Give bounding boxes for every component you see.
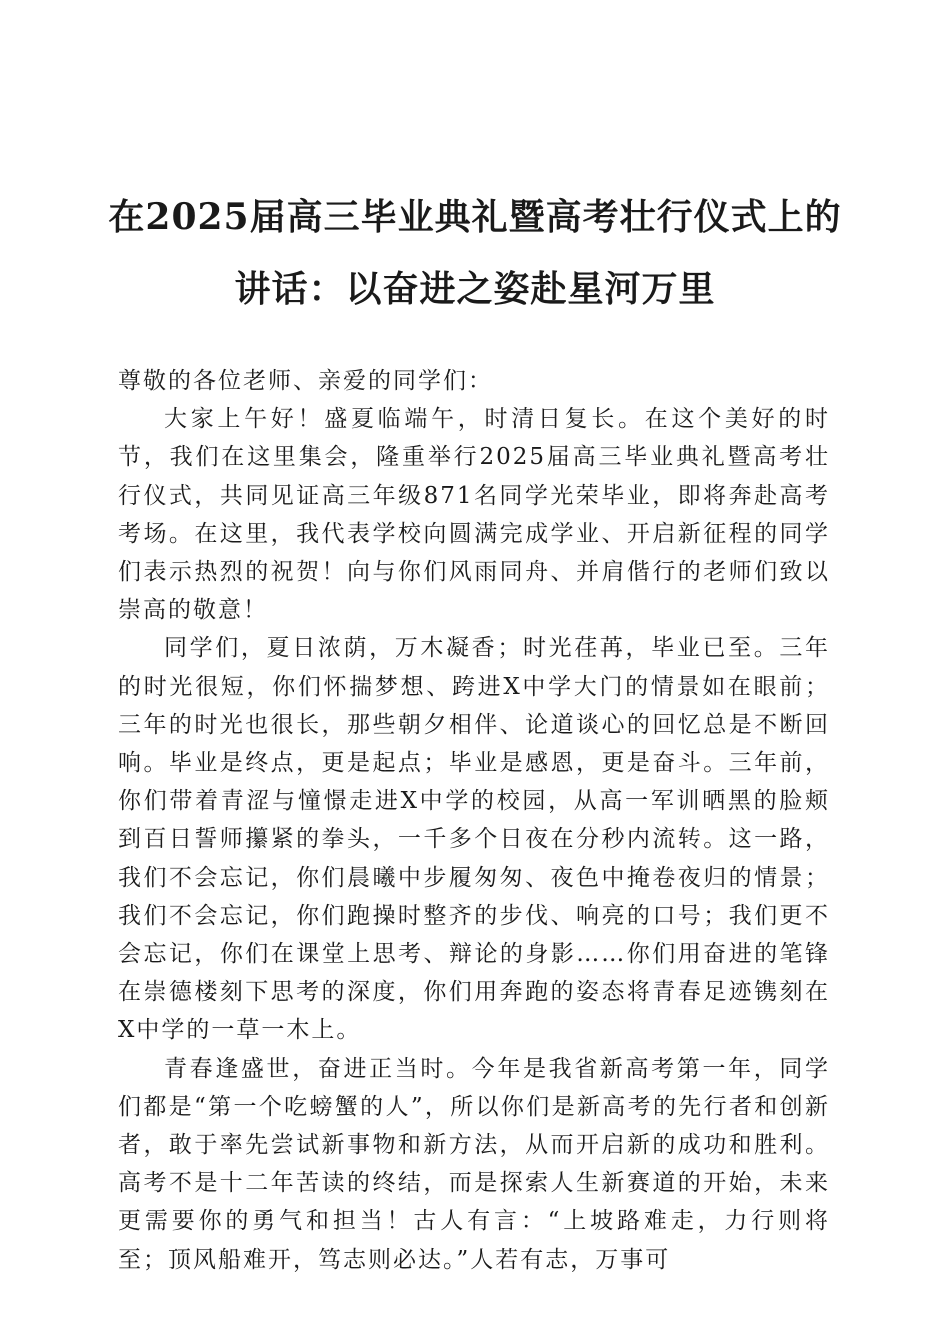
document-title-line-2: 讲话：以奋进之姿赴星河万里 (234, 268, 716, 310)
paragraph-1: 大家上午好！盛夏临端午，时清日复长。在这个美好的时节，我们在这里集会，隆重举行2025届高三毕业典礼暨高考壮行仪式，共同见证高三年级871名同学光荣毕业，即将奔赴高考考场。在这里，我代表学校向圆满完成学业、开启新征程的同学们表示热烈的祝贺！向与你们风雨同舟、并肩偕行的老师们致以崇高的敬意！ (118, 406, 830, 624)
document-body (118, 362, 830, 1279)
greeting: 尊敬的各位老师、亲爱的同学们： (118, 368, 493, 394)
paragraph-3: 青春逢盛世，奋进正当时。今年是我省新高考第一年，同学们都是“第一个吃螃蟹的人”，所以你们是新高考的先行者和创新者，敢于率先尝试新事物和新方法，从而开启新的成功和胜利。高考不是十二年苦读的终结，而是探索人生新赛道的开始，未来更需要你的勇气和担当！古人有言：“上坡路难走，力行则将至；顶风船难开，笃志则必达。”人若有志，万事可 (118, 1055, 830, 1273)
document-title-line-1: 在2025届高三毕业典礼暨高考壮行仪式上的 (108, 196, 842, 238)
paragraph-2: 同学们，夏日浓荫，万木凝香；时光荏苒，毕业已至。三年的时光很短，你们怀揣梦想、跨进X中学大门的情景如在眼前；三年的时光也很长，那些朝夕相伴、论道谈心的回忆总是不断回响。毕业是终点，更是起点；毕业是感恩，更是奋斗。三年前，你们带着青涩与憧憬走进X中学的校园，从高一军训晒黑的脸颊到百日誓师攥紧的拳头，一千多个日夜在分秒内流转。这一路，我们不会忘记，你们晨曦中步履匆匆、夜色中掩卷夜归的情景；我们不会忘记，你们跑操时整齐的步伐、响亮的口号；我们更不会忘记，你们在课堂上思考、辩论的身影……你们用奋进的笔锋在崇德楼刻下思考的深度，你们用奔跑的姿态将青春足迹镌刻在X中学的一草一木上。 (118, 635, 830, 1044)
